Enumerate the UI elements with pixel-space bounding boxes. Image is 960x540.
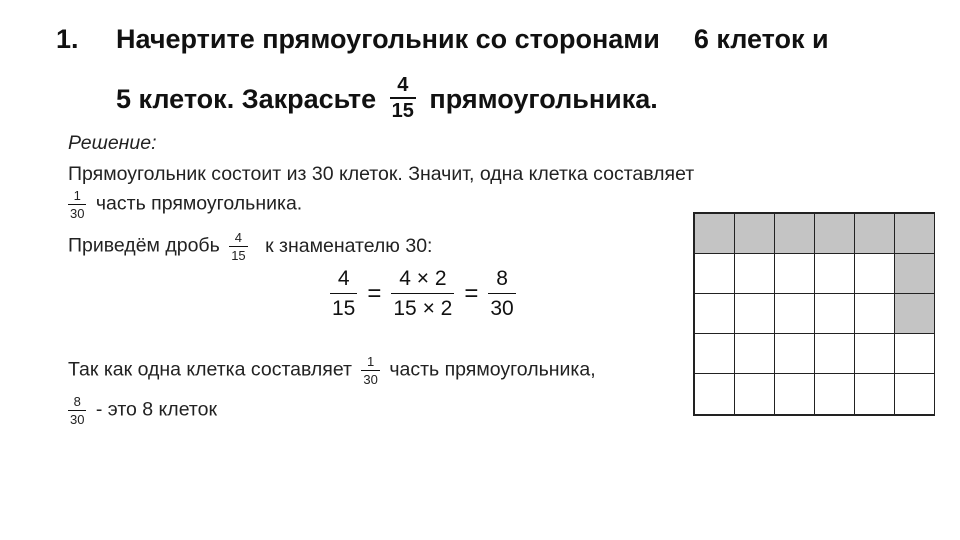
fraction-denominator: 30 — [490, 297, 514, 320]
fraction-numerator: 8 — [68, 395, 86, 411]
task-fraction-numerator: 4 — [390, 75, 416, 99]
grid-cell-shaded — [735, 214, 775, 254]
grid-cell — [855, 334, 895, 374]
task-line-2-text-a: 5 клеток. Закрасьте — [116, 84, 377, 115]
equals-sign: = — [464, 279, 479, 307]
task-line-2-text-b: прямоугольника. — [429, 84, 658, 115]
grid-cell — [695, 254, 735, 294]
task-fraction — [390, 75, 416, 121]
fraction-numerator: 1 — [68, 189, 86, 205]
grid-cell — [775, 254, 815, 294]
grid-cell — [775, 374, 815, 414]
grid-cell — [695, 334, 735, 374]
solution-line-c-text: Приведём дробь — [68, 234, 220, 257]
grid-cell-shaded — [895, 294, 935, 334]
solution-line-d — [68, 355, 596, 386]
fraction-eight-thirtieths — [68, 395, 86, 426]
solution-line-c — [68, 231, 432, 262]
grid-cell — [775, 294, 815, 334]
task-line-1-text-a: Начертите прямоугольник со сторонами — [116, 24, 660, 54]
task-line-1 — [116, 24, 829, 55]
fraction-numerator: 4 — [330, 268, 357, 294]
fraction-four-fifteenths — [229, 231, 247, 262]
fraction-denominator: 15 — [332, 297, 356, 320]
grid-cell-shaded — [895, 214, 935, 254]
equals-sign: = — [367, 279, 382, 307]
fraction-denominator: 15 — [231, 248, 246, 263]
grid-cell-shaded — [695, 214, 735, 254]
grid-cell — [815, 334, 855, 374]
grid-cell — [735, 334, 775, 374]
rectangle-grid — [693, 212, 935, 416]
solution-line-a: Прямоугольник состоит из 30 клеток. Значит, одна клетка составляет — [68, 163, 695, 185]
solution-line-e-text: - это 8 клеток — [95, 398, 217, 421]
task-number: 1. — [56, 24, 79, 54]
grid-cell — [895, 334, 935, 374]
fraction-one-thirtieth — [361, 355, 379, 386]
solution-line-d-text-2: часть прямоугольника, — [389, 358, 596, 381]
grid-cell — [895, 374, 935, 414]
grid-cell — [695, 374, 735, 414]
grid-cell — [815, 374, 855, 414]
grid-cell — [735, 294, 775, 334]
grid-cell — [735, 374, 775, 414]
solution-line-d-text: Так как одна клетка составляет — [68, 358, 352, 381]
grid-cell — [735, 254, 775, 294]
grid-cell — [855, 254, 895, 294]
fraction-numerator: 1 — [361, 355, 379, 371]
fraction-denominator: 30 — [70, 412, 85, 427]
fraction-numerator: 4 × 2 — [391, 268, 454, 294]
equation-fraction-2 — [391, 268, 454, 319]
grid-cell — [815, 254, 855, 294]
fraction-one-thirtieth — [68, 189, 86, 220]
fraction-numerator: 8 — [488, 268, 515, 294]
solution-line-e — [68, 395, 217, 426]
grid-cell — [695, 294, 735, 334]
solution-line-b — [68, 189, 302, 220]
solution-label: Решение: — [68, 132, 157, 154]
fraction-denominator: 30 — [363, 372, 378, 387]
fraction-denominator: 15 × 2 — [393, 297, 453, 320]
grid-cell — [815, 294, 855, 334]
equation-fraction-1 — [330, 268, 357, 319]
fraction-denominator: 30 — [70, 206, 85, 221]
solution-line-c-text-2: к знаменателю 30: — [265, 234, 433, 257]
grid-cell-shaded — [775, 214, 815, 254]
grid-cell-shaded — [815, 214, 855, 254]
task-fraction-denominator: 15 — [391, 100, 414, 122]
task-line-2 — [116, 74, 658, 124]
equation — [330, 268, 516, 319]
equation-fraction-3 — [488, 268, 515, 319]
fraction-numerator: 4 — [229, 231, 247, 247]
solution-line-b-text: часть прямоугольника. — [95, 192, 303, 215]
grid-cell — [775, 334, 815, 374]
grid-cell — [855, 294, 895, 334]
grid-cell — [855, 374, 895, 414]
grid-cell-shaded — [895, 254, 935, 294]
task-line-1-text-b: 6 клеток и — [693, 24, 829, 54]
grid-cell-shaded — [855, 214, 895, 254]
